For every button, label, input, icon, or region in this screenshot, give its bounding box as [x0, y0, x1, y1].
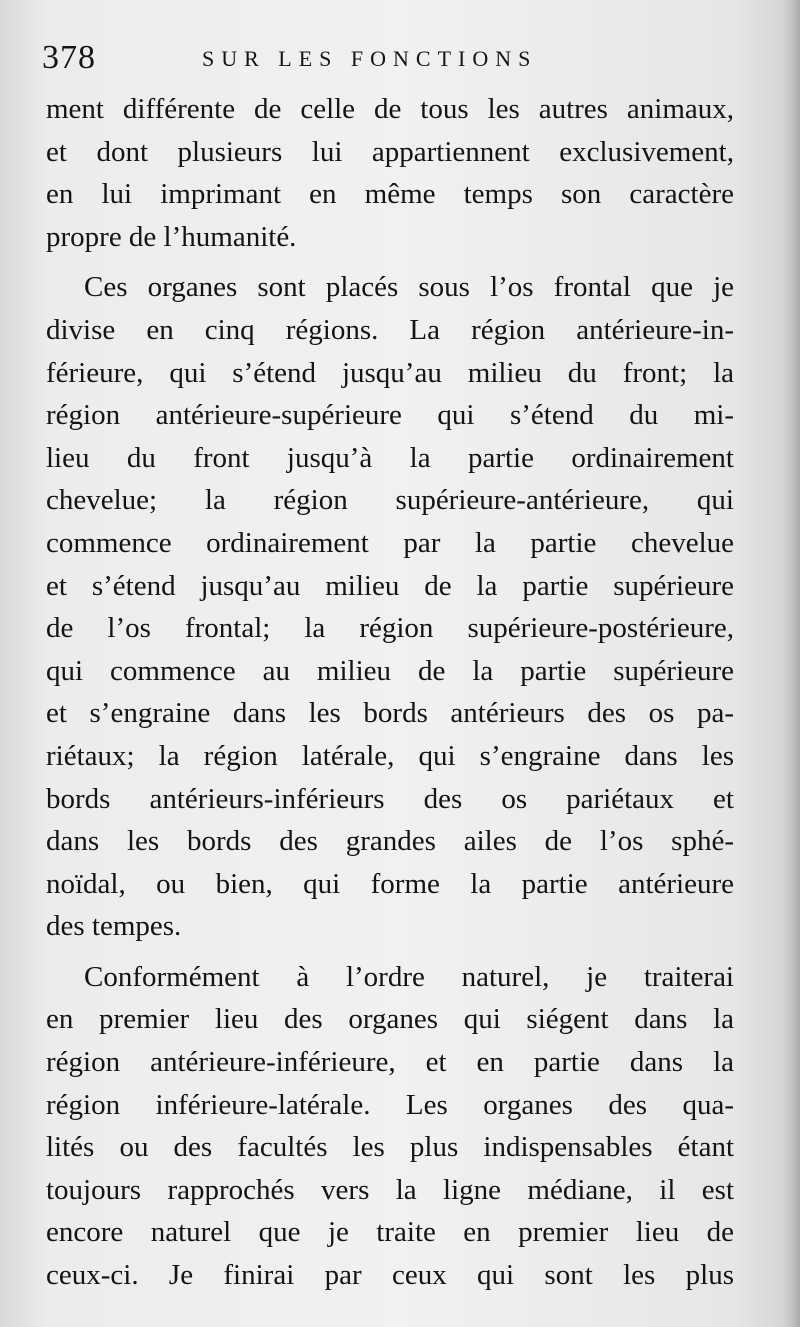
text-line: lités ou des facultés les plus indispensables étant — [46, 1131, 734, 1164]
text-line: dans les bords des grandes ailes de l’os sphé- — [46, 825, 734, 858]
text-line: commence ordinairement par la partie chevelue — [46, 526, 734, 559]
text-line: encore naturel que je traite en premier lieu de — [46, 1216, 734, 1249]
text-line: ment différente de celle de tous les autres animaux, — [46, 93, 734, 125]
text-line: lieu du front jusqu’à la partie ordinairement — [46, 441, 734, 474]
text-line: ceux-ci. Je finirai par ceux qui sont les plus — [46, 1259, 734, 1292]
paragraph-gap — [46, 948, 734, 956]
paragraph — [46, 88, 734, 258]
text-line: propre de l’humanité. — [46, 220, 297, 253]
paragraph — [46, 266, 734, 948]
text-line: Ces organes sont placés sous l’os frontal que je — [84, 271, 734, 304]
text-line: et s’étend jusqu’au milieu de la partie supérieure — [46, 569, 734, 602]
text-line: bords antérieurs-inférieurs des os pariétaux et — [46, 782, 734, 815]
text-line: région antérieure-supérieure qui s’étend du mi- — [46, 399, 734, 432]
text-line: riétaux; la région latérale, qui s’engraine dans les — [46, 739, 734, 772]
running-title: SUR LES FONCTIONS — [202, 46, 538, 71]
text-line: chevelue; la région supérieure-antérieure, qui — [46, 484, 734, 517]
text-line: qui commence au milieu de la partie supérieure — [46, 654, 734, 687]
text-line: noïdal, ou bien, qui forme la partie antérieure — [46, 867, 734, 900]
text-line: toujours rapprochés vers la ligne médiane, il est — [46, 1173, 734, 1206]
text-line: région antérieure-inférieure, et en partie dans la — [46, 1046, 734, 1079]
running-head — [42, 38, 732, 78]
page-edge-shadow — [782, 0, 800, 1327]
text-line: férieure, qui s’étend jusqu’au milieu du front; la — [46, 356, 734, 389]
text-line: région inférieure-latérale. Les organes des qua- — [46, 1088, 734, 1121]
text-line: en lui imprimant en même temps son caractère — [46, 178, 734, 211]
page-number: 378 — [42, 39, 96, 76]
text-line: divise en cinq régions. La région antérieure-in- — [46, 313, 734, 346]
text-line: des tempes. — [46, 910, 182, 943]
text-line: Conformément à l’ordre naturel, je traiterai — [84, 960, 734, 993]
text-line: en premier lieu des organes qui siégent dans la — [46, 1003, 734, 1036]
text-line: et dont plusieurs lui appartiennent exclusivement, — [46, 135, 734, 168]
text-line: et s’engraine dans les bords antérieurs des os pa- — [46, 697, 734, 730]
paragraph-gap — [46, 258, 734, 266]
paragraph — [46, 956, 734, 1297]
body-text — [46, 88, 734, 1297]
text-line: de l’os frontal; la région supérieure-postérieure, — [46, 612, 734, 645]
